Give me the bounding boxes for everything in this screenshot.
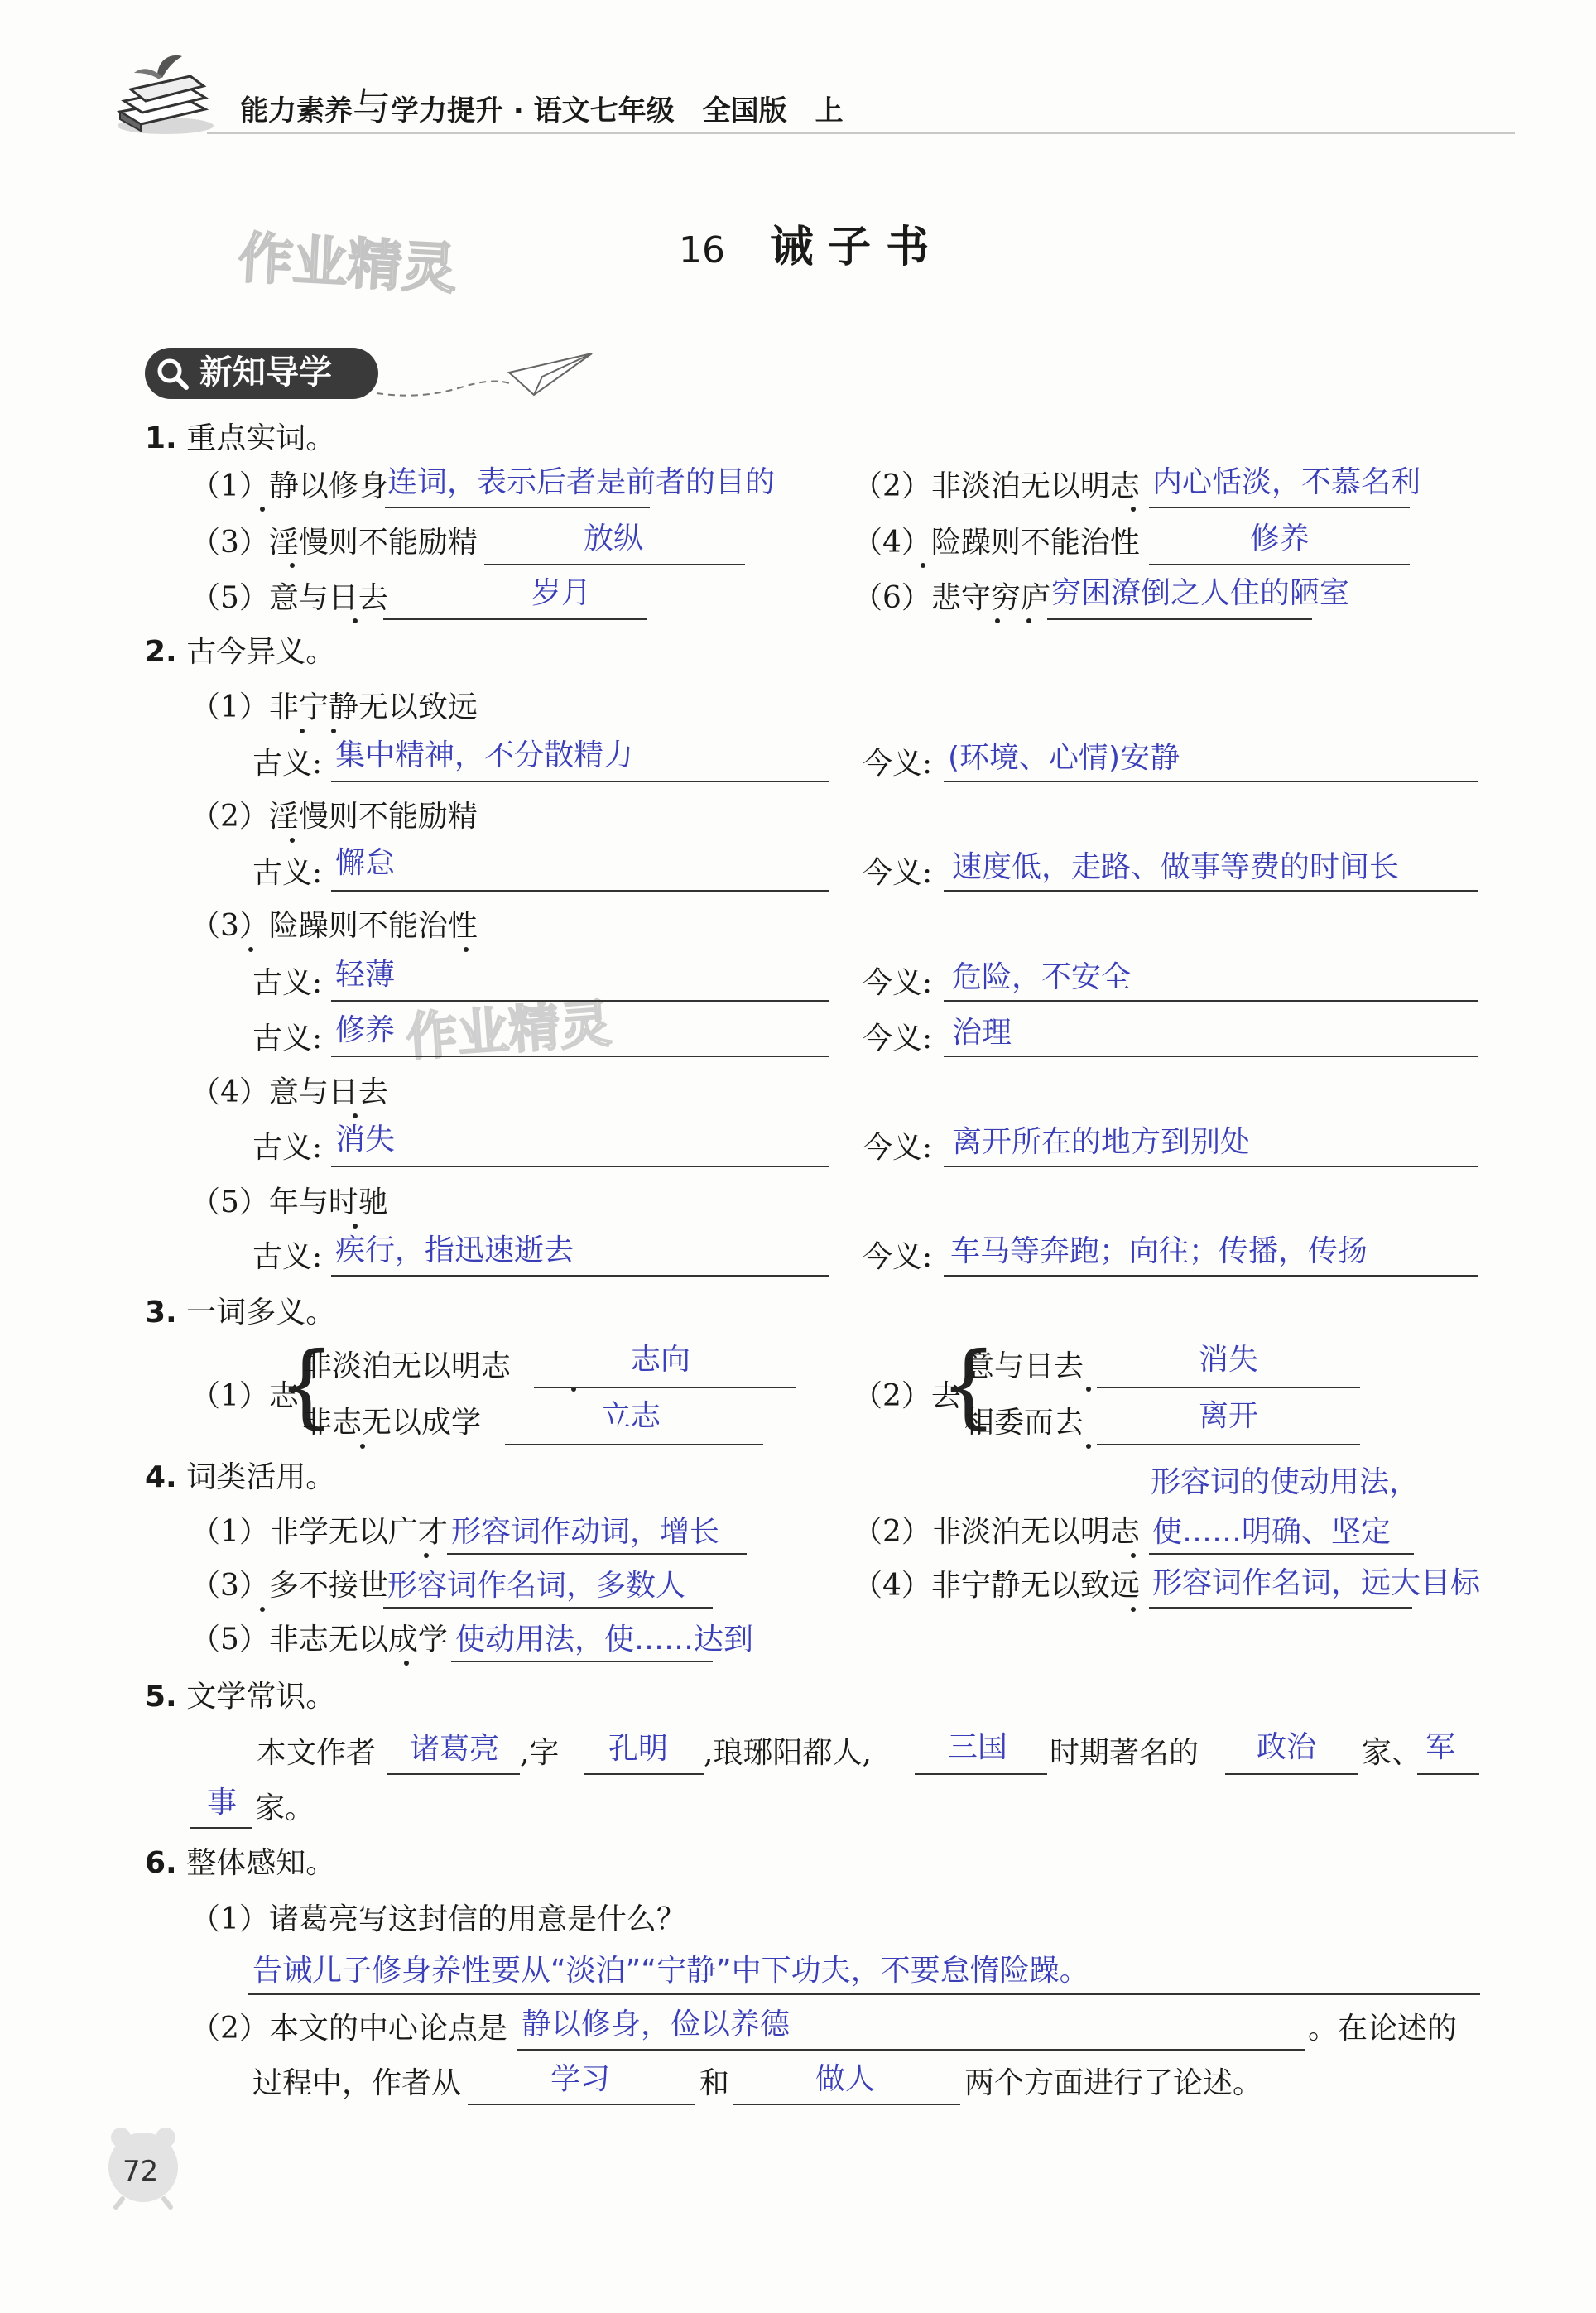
q1-blank-5[interactable] xyxy=(383,618,647,620)
q6-blank-aspect-2[interactable] xyxy=(733,2104,960,2105)
q2-jin-blank-5[interactable] xyxy=(944,1275,1478,1277)
q1-answer-2: 内心恬淡，不慕名利 xyxy=(1152,465,1421,499)
q4-blank-2[interactable] xyxy=(1149,1553,1414,1555)
section-badge xyxy=(145,348,378,399)
q2-jin-answer-2: 速度低，走路、做事等费的时间长 xyxy=(952,850,1400,884)
q4-blank-1[interactable] xyxy=(447,1553,747,1555)
q3-group-1-label: （1）志 xyxy=(190,1379,299,1413)
q1-blank-3[interactable] xyxy=(484,564,745,565)
q2-gu-answer-5: 疾行，指迅速逝去 xyxy=(335,1233,574,1267)
q5-text-3: ,琅琊阳都人, xyxy=(704,1736,872,1770)
q2-jin-answer-5: 车马等奔跑；向往；传播，传扬 xyxy=(950,1234,1368,1268)
q5-answer-era: 三国 xyxy=(948,1730,1008,1764)
q2-item-1: （1）非宁静无以致远 xyxy=(190,690,478,724)
q5-text-6: 家。 xyxy=(255,1791,315,1825)
q2-jin-blank-3b[interactable] xyxy=(944,1056,1478,1057)
q2-gu-label-1: 古义: xyxy=(252,747,323,781)
q2-gu-answer-4: 消失 xyxy=(335,1123,396,1156)
q3-g1-a-blank[interactable] xyxy=(534,1387,796,1388)
q4-heading: 4. 词类活用。 xyxy=(145,1460,336,1494)
watermark-mid: 作业精灵 xyxy=(404,993,613,1068)
q3-heading: 3. 一词多义。 xyxy=(145,1296,336,1330)
q5-answer-author: 诸葛亮 xyxy=(410,1732,500,1766)
lesson-title: 诫 子 书 xyxy=(770,222,930,272)
q5-answer-role-2b: 事 xyxy=(207,1786,238,1820)
q4-answer-1: 形容词作动词，增长 xyxy=(451,1515,720,1549)
series-name-b: 学力提升 · 语文七年级 全国版 上 xyxy=(391,94,844,127)
q1-blank-4[interactable] xyxy=(1149,564,1410,565)
page-number: 72 xyxy=(123,2155,159,2188)
q2-jin-label-4: 今义: xyxy=(863,1131,933,1165)
q1-heading: 1. 重点实词。 xyxy=(145,421,336,455)
q2-jin-label-3b: 今义: xyxy=(863,1022,933,1056)
q6-question-1: （1）诸葛亮写这封信的用意是什么？ xyxy=(190,1902,686,1936)
q4-item-5: （5）非志无以成学 xyxy=(190,1623,448,1657)
q2-gu-blank-4[interactable] xyxy=(331,1166,829,1167)
q6-text-2e: 两个方面进行了论述。 xyxy=(964,2066,1263,2100)
q2-gu-label-3a: 古义: xyxy=(252,966,323,1000)
q2-jin-label-2: 今义: xyxy=(863,856,933,890)
section-badge-label: 新知导学 xyxy=(200,353,332,392)
q5-heading: 5. 文学常识。 xyxy=(145,1680,336,1714)
q2-jin-answer-3a: 危险，不安全 xyxy=(952,960,1132,994)
q4-item-3: （3）多不接世 xyxy=(190,1569,388,1603)
q3-brace-1: { xyxy=(277,1332,335,1438)
books-logo-icon xyxy=(108,50,215,141)
q4-blank-5[interactable] xyxy=(451,1661,713,1662)
q3-brace-2: { xyxy=(940,1332,997,1438)
q2-jin-label-5: 今义: xyxy=(863,1240,933,1274)
q4-item-1: （1）非学无以广才 xyxy=(190,1515,448,1549)
q1-item-4: （4）险躁则不能治性 xyxy=(853,526,1140,560)
q2-gu-label-3b: 古义: xyxy=(252,1022,323,1056)
q3-group-2-label: （2）去 xyxy=(853,1379,961,1413)
q2-gu-label-2: 古义: xyxy=(252,856,323,890)
q6-text-2b: 。在论述的 xyxy=(1308,2012,1458,2046)
q6-blank-1[interactable] xyxy=(248,1993,1480,1995)
header xyxy=(108,50,1515,149)
q5-answer-role-2a: 军 xyxy=(1425,1730,1456,1764)
q2-jin-blank-2[interactable] xyxy=(944,890,1478,892)
q2-heading: 2. 古今异义。 xyxy=(145,635,336,669)
q2-gu-answer-3a: 轻薄 xyxy=(335,958,396,992)
q1-item-6: （6）悲守穷庐 xyxy=(853,581,1050,615)
q6-answer-aspect-1: 学习 xyxy=(550,2062,611,2096)
q4-blank-3[interactable] xyxy=(383,1607,713,1609)
q2-jin-label-3a: 今义: xyxy=(863,966,933,1000)
q2-gu-blank-1[interactable] xyxy=(331,781,829,782)
q2-gu-label-4: 古义: xyxy=(252,1131,323,1165)
q4-item-2: （2）非淡泊无以明志 xyxy=(853,1515,1140,1549)
q2-item-4: （4）意与日去 xyxy=(190,1075,388,1109)
q2-gu-answer-2: 懈怠 xyxy=(335,846,396,880)
q6-answer-aspect-2: 做人 xyxy=(815,2062,876,2096)
q5-blank-author[interactable] xyxy=(387,1773,520,1775)
q2-jin-blank-3a[interactable] xyxy=(944,1000,1478,1002)
lesson-number: 16 xyxy=(679,229,725,272)
q5-answer-zi: 孔明 xyxy=(608,1732,669,1766)
q2-gu-blank-2[interactable] xyxy=(331,890,829,892)
q5-text-4: 时期著名的 xyxy=(1050,1736,1199,1770)
q2-jin-blank-1[interactable] xyxy=(944,781,1478,782)
q4-answer-2: 使……明确、坚定 xyxy=(1152,1515,1392,1549)
q6-answer-1: 告诫儿子修身养性要从“淡泊”“宁静”中下功夫，不要怠惰险躁。 xyxy=(252,1954,1089,1988)
q2-gu-blank-5[interactable] xyxy=(331,1275,829,1277)
q5-blank-role-1[interactable] xyxy=(1225,1773,1358,1775)
q5-blank-role-2b[interactable] xyxy=(190,1827,252,1829)
series-join: 与 xyxy=(353,84,391,129)
q4-answer-4: 形容词作名词，远大目标 xyxy=(1152,1566,1481,1600)
q2-gu-answer-1: 集中精神，不分散精力 xyxy=(335,738,634,772)
q2-gu-blank-3b[interactable] xyxy=(331,1056,829,1057)
q4-item-4: （4）非宁静无以致远 xyxy=(853,1569,1140,1603)
q2-item-2: （2）淫慢则不能励精 xyxy=(190,800,478,834)
q2-gu-blank-3a[interactable] xyxy=(331,1000,829,1002)
q5-answer-role-1: 政治 xyxy=(1257,1730,1317,1764)
q1-item-2: （2）非淡泊无以明志 xyxy=(853,469,1140,503)
q4-blank-4[interactable] xyxy=(1149,1607,1412,1609)
q3-g1-b: 非志无以成学 xyxy=(302,1406,482,1440)
q5-blank-era[interactable] xyxy=(915,1773,1047,1775)
paper-plane-icon xyxy=(373,344,596,410)
q1-answer-4: 修养 xyxy=(1250,522,1310,555)
q5-text-5: 家、 xyxy=(1362,1736,1422,1770)
q3-g2-b: 相委而去 xyxy=(964,1406,1084,1440)
q3-g1-a-answer: 志向 xyxy=(631,1343,691,1377)
q3-g2-a: 意与日去 xyxy=(964,1349,1084,1383)
q2-jin-blank-4[interactable] xyxy=(944,1166,1478,1167)
q1-blank-1[interactable] xyxy=(385,507,650,508)
q1-item-5: （5）意与日去 xyxy=(190,581,388,615)
q2-gu-answer-3b: 修养 xyxy=(335,1013,396,1047)
q1-answer-3: 放纵 xyxy=(584,522,644,555)
q5-blank-role-2a[interactable] xyxy=(1417,1773,1479,1775)
q2-item-3: （3）险躁则不能治性 xyxy=(190,909,478,943)
q6-text-2c: 过程中，作者从 xyxy=(252,2066,462,2100)
q1-answer-6: 穷困潦倒之人住的陋室 xyxy=(1051,576,1350,610)
q4-answer-5: 使动用法，使……达到 xyxy=(455,1623,754,1657)
q4-answer-3: 形容词作名词，多数人 xyxy=(387,1569,686,1603)
q2-jin-answer-4: 离开所在的地方到别处 xyxy=(952,1125,1251,1159)
q2-jin-label-1: 今义: xyxy=(863,747,933,781)
q6-blank-thesis[interactable] xyxy=(517,2049,1305,2051)
q2-jin-answer-3b: 治理 xyxy=(952,1016,1012,1050)
q5-blank-zi[interactable] xyxy=(584,1773,704,1775)
q6-blank-aspect-1[interactable] xyxy=(468,2104,695,2105)
q1-item-3: （3）淫慢则不能励精 xyxy=(190,526,478,560)
q2-gu-label-5: 古义: xyxy=(252,1240,323,1274)
q5-text-1: 本文作者 xyxy=(257,1736,377,1770)
q6-text-2a: （2）本文的中心论点是 xyxy=(190,2012,507,2046)
magnifier-icon xyxy=(155,356,191,392)
q3-g1-b-answer: 立志 xyxy=(601,1399,661,1433)
q2-item-5: （5）年与时驰 xyxy=(190,1185,388,1219)
series-name-a: 能力素养 xyxy=(240,94,353,127)
q3-g1-b-blank[interactable] xyxy=(505,1444,763,1445)
q1-item-1: （1）静以修身 xyxy=(190,469,388,503)
q3-g1-a: 非淡泊无以明志 xyxy=(302,1349,512,1383)
q6-text-2d: 和 xyxy=(699,2066,730,2100)
q3-g2-a-blank[interactable] xyxy=(1097,1387,1360,1388)
q1-answer-1: 连词，表示后者是前者的目的 xyxy=(387,465,776,499)
q6-heading: 6. 整体感知。 xyxy=(145,1846,336,1880)
q6-answer-thesis: 静以修身，俭以养德 xyxy=(522,2008,791,2041)
q4-answer-2-pre: 形容词的使动用法， xyxy=(1151,1465,1420,1499)
q5-text-2: ,字 xyxy=(520,1736,560,1770)
q3-g2-b-blank[interactable] xyxy=(1097,1444,1360,1445)
watermark-top: 作业精灵 xyxy=(236,226,459,301)
header-rule xyxy=(207,132,1515,134)
q1-blank-2[interactable] xyxy=(1149,507,1410,508)
q3-g2-a-answer: 消失 xyxy=(1199,1343,1259,1377)
q1-blank-6[interactable] xyxy=(1047,618,1312,620)
q2-jin-answer-1: (环境、心情)安静 xyxy=(948,741,1180,775)
q3-g2-b-answer: 离开 xyxy=(1199,1399,1259,1433)
q1-answer-5: 岁月 xyxy=(531,576,592,610)
